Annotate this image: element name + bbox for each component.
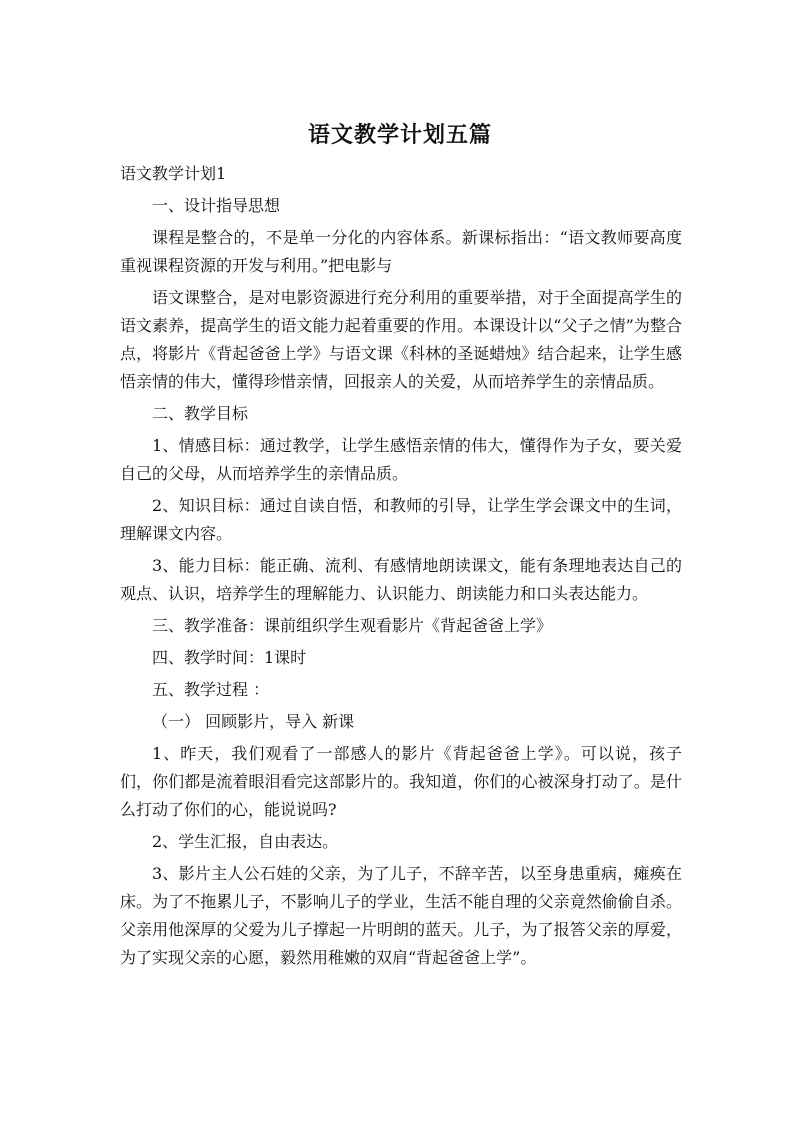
- heading-teaching-preparation: 三、教学准备：课前组织学生观看影片《背起爸爸上学》: [152, 616, 553, 635]
- paragraph-curriculum-integration: 课程是整合的，不是单一分化的内容体系。新课标指出：“语文教师要高度重视课程资源的开发与利用。”把电影与: [120, 228, 682, 275]
- paragraph-film-integration: 语文课整合，是对电影资源进行充分利用的重要举措，对于全面提高学生的语文素养，提高学生的语文能力起着重要的作用。本课设计以“父子之情”为整合点，将影片《背起爸爸上学》与语文课《科林的圣诞蜡烛》结合起来，让学生感悟亲情的伟大，懂得珍惜亲情，回报亲人的关爱，从而培养学生的亲情品质。: [120, 288, 682, 391]
- objective-emotional: 1、情感目标：通过教学，让学生感悟亲情的伟大，懂得作为子女，要关爱自己的父母，从而培养学生的亲情品质。: [120, 436, 682, 483]
- section-heading-plan-1: 语文教学计划1: [120, 164, 227, 183]
- heading-teaching-time: 四、教学时间：1课时: [152, 648, 307, 667]
- step-2-report: 2、学生汇报，自由表达。: [152, 832, 339, 851]
- document-body: [120, 160, 682, 976]
- subheading-review-film: （一） 回顾影片，导入 新课: [152, 712, 355, 731]
- objective-ability: 3、能力目标：能正确、流利、有感情地朗读课文，能有条理地表达自己的观点、认识，培养学生的理解能力、认识能力、朗读能力和口头表达能力。: [120, 556, 682, 603]
- heading-teaching-process: 五、教学过程 ：: [152, 680, 270, 699]
- step-1-review: 1、昨天，我们观看了一部感人的影片《背起爸爸上学》。可以说，孩子们，你们都是流着眼泪看完这部影片的。我知道，你们的心被深身打动了。是什么打动了你们的心，能说说吗?: [120, 744, 682, 819]
- heading-design-guiding-idea: 一、设计指导思想: [152, 196, 281, 215]
- step-3-story: 3、影片主人公石娃的父亲，为了儿子，不辞辛苦，以至身患重病，瘫痪在床。为了不拖累儿子，不影响儿子的学业，生活不能自理的父亲竟然偷偷自杀。父亲用他深厚的父爱为儿子撑起一片明朗的蓝天。儿子，为了报答父亲的厚爱，为了实现父亲的心愿，毅然用稚嫩的双肩“背起爸爸上学”。: [120, 864, 682, 967]
- document-title: 语文教学计划五篇: [307, 123, 492, 148]
- objective-knowledge: 2、知识目标：通过自读自悟，和教师的引导，让学生学会课文中的生词，理解课文内容。: [120, 496, 682, 543]
- heading-teaching-objectives: 二、教学目标: [152, 404, 249, 423]
